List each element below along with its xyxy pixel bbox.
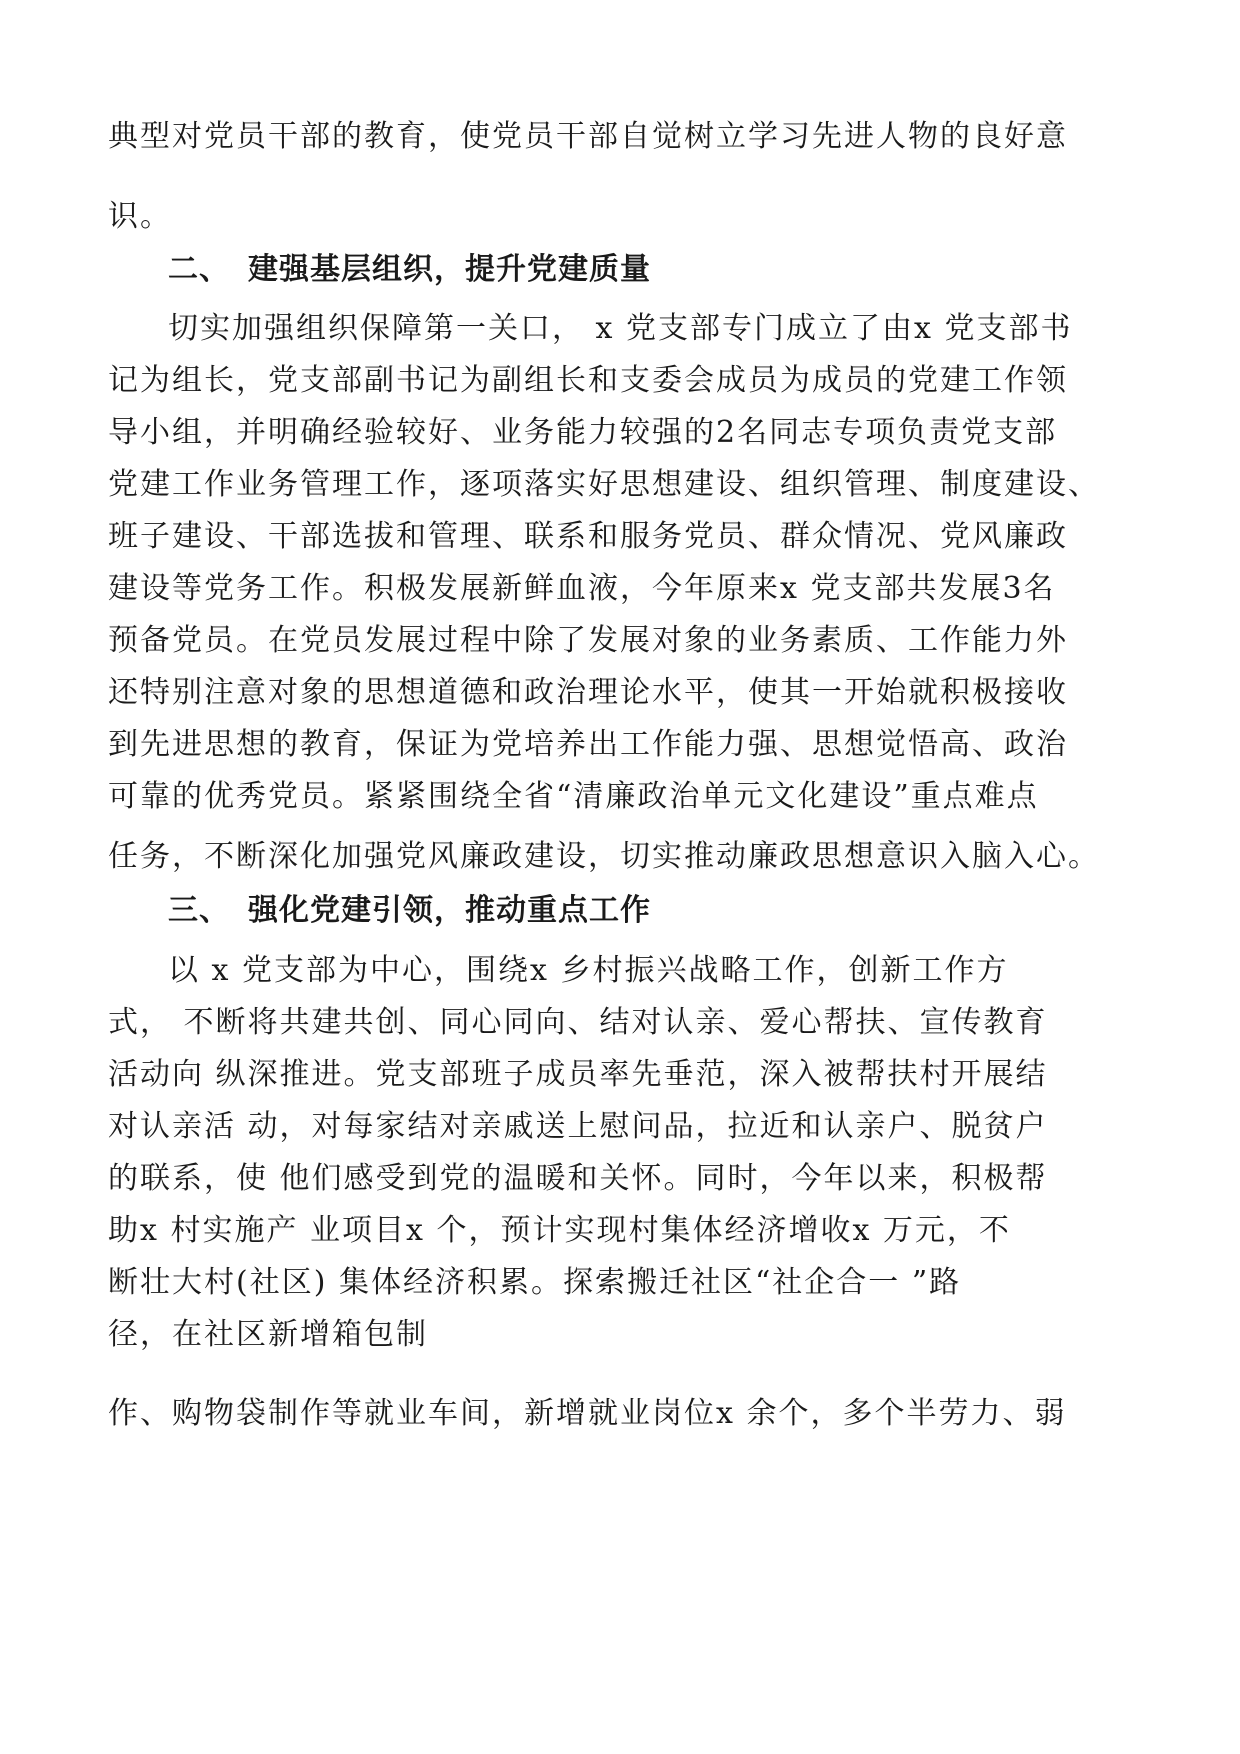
body-text-line: 班子建设、干部选拔和管理、联系和服务党员、群众情况、党风廉政 [108, 519, 1068, 554]
body-text-line: 径，在社区新增箱包制 [108, 1317, 428, 1352]
section-number: 二、 [168, 252, 230, 287]
body-text-line: 的联系，使 他们感受到党的温暖和关怀。同时，今年以来，积极帮 [108, 1161, 1048, 1196]
body-text-line: 对认亲活 动，对每家结对亲戚送上慰问品，拉近和认亲户、脱贫户 [108, 1109, 1048, 1144]
body-text-line: 建设等党务工作。积极发展新鲜血液，今年原来x 党支部共发展3名 [108, 571, 1056, 606]
body-text-line: 任务，不断深化加强党风廉政建设，切实推动廉政思想意识入脑入心。 [108, 839, 1100, 874]
body-text-line: 还特别注意对象的思想道德和政治理论水平，使其一开始就积极接收 [108, 675, 1068, 710]
section-heading [168, 891, 651, 931]
section-title: 建强基层组织，提升党建质量 [248, 252, 651, 287]
body-text-line: 识。 [108, 199, 172, 234]
body-text-line: 助x 村实施产 业项目x 个，预计实现村集体经济增收x 万元，不 [108, 1213, 1011, 1248]
body-text-line: 导小组，并明确经验较好、业务能力较强的2名同志专项负责党支部 [108, 415, 1058, 450]
body-text-line: 式， 不断将共建共创、同心同向、结对认亲、爱心帮扶、宣传教育 [108, 1005, 1048, 1040]
body-text-line: 预备党员。在党员发展过程中除了发展对象的业务素质、工作能力外 [108, 623, 1068, 658]
body-text-line: 典型对党员干部的教育，使党员干部自觉树立学习先进人物的良好意 [108, 119, 1068, 154]
section-number: 三、 [168, 893, 230, 928]
section-title: 强化党建引领，推动重点工作 [248, 893, 651, 928]
body-text-line: 到先进思想的教育，保证为党培养出工作能力强、思想觉悟高、政治 [108, 727, 1068, 762]
body-text-line: 党建工作业务管理工作，逐项落实好思想建设、组织管理、制度建设、 [108, 467, 1100, 502]
body-text-line: 可靠的优秀党员。紧紧围绕全省“清廉政治单元文化建设”重点难点 [108, 779, 1039, 814]
body-text-line: 作、购物袋制作等就业车间，新增就业岗位x 余个，多个半劳力、弱 [108, 1396, 1067, 1431]
body-text-line: 切实加强组织保障第一关口， x 党支部专门成立了由x 党支部书 [168, 311, 1073, 346]
section-heading [168, 250, 651, 290]
body-text-line: 活动向 纵深推进。党支部班子成员率先垂范，深入被帮扶村开展结 [108, 1057, 1048, 1092]
body-text-line: 以 x 党支部为中心，围绕x 乡村振兴战略工作，创新工作方 [168, 953, 1009, 988]
body-text-line: 断壮大村(社区) 集体经济积累。探索搬迁社区“社企合一 ”路 [108, 1265, 962, 1300]
body-text-line: 记为组长，党支部副书记为副组长和支委会成员为成员的党建工作领 [108, 363, 1068, 398]
